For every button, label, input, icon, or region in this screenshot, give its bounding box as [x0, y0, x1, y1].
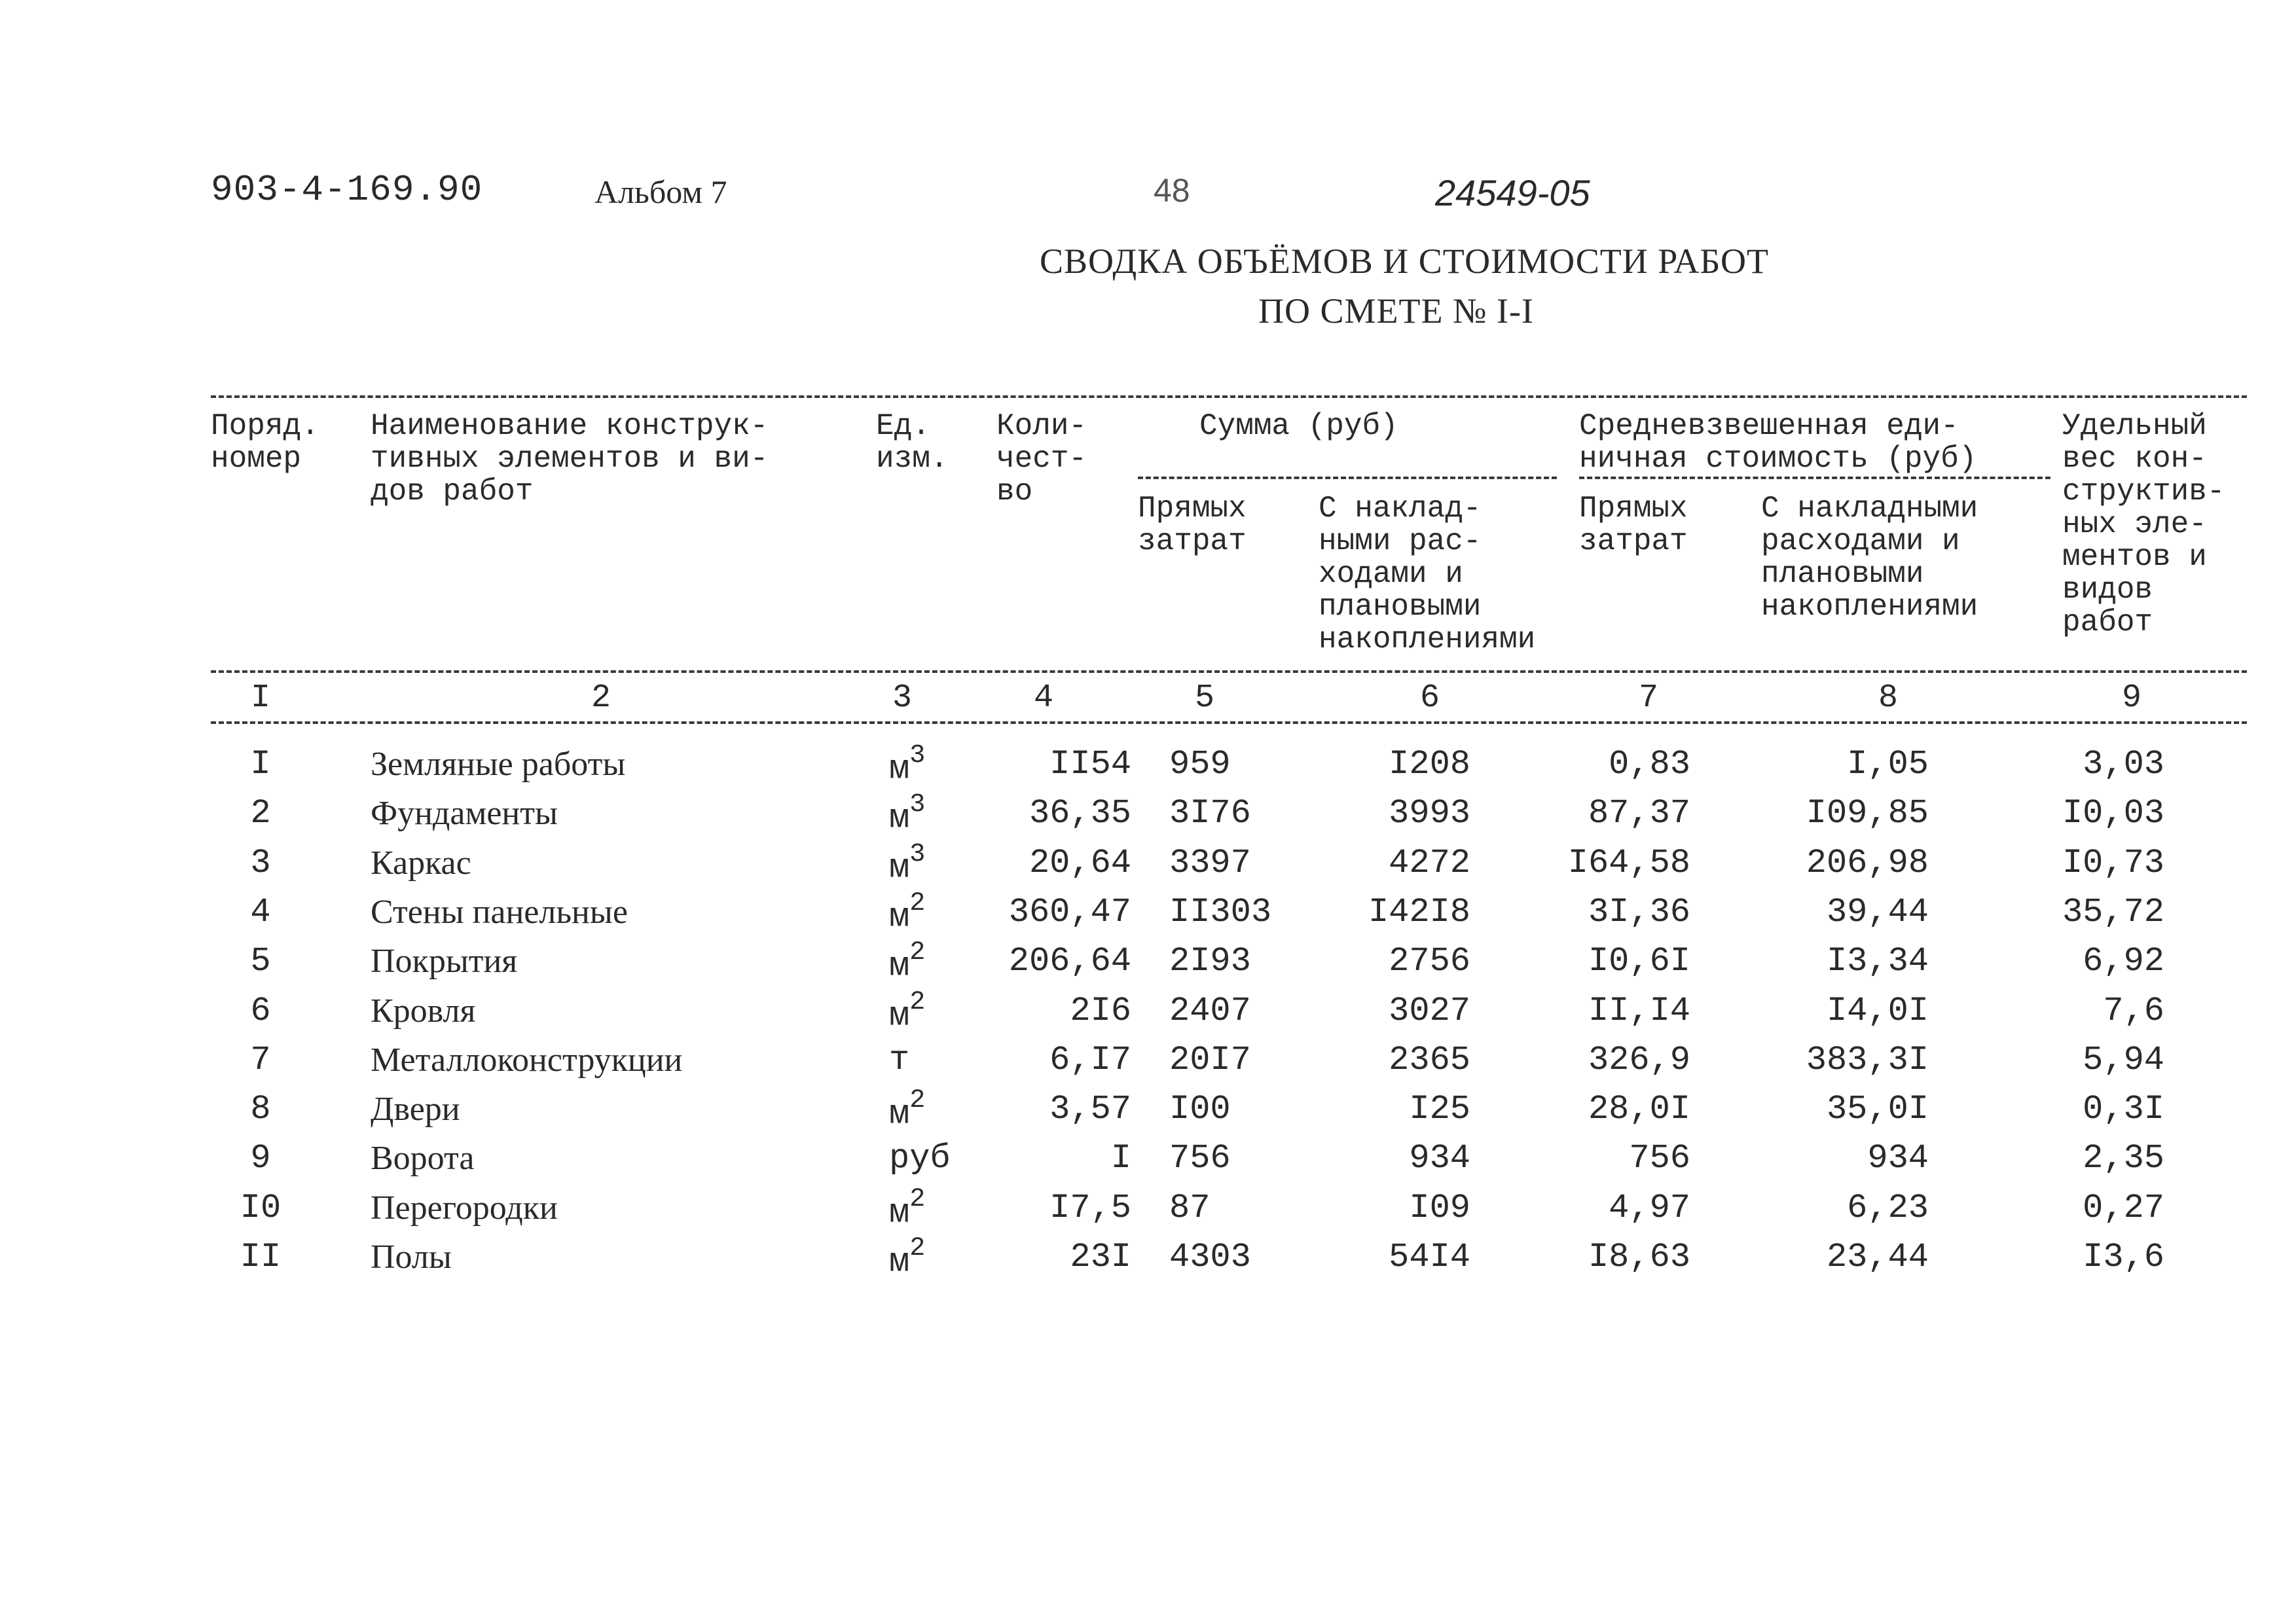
- row-sum-direct: II303: [1169, 892, 1272, 931]
- row-unit: [889, 741, 926, 789]
- unit-base: м: [889, 1094, 910, 1134]
- row-sum-direct: 87: [1169, 1188, 1211, 1227]
- unit-base: м: [889, 947, 910, 986]
- row-name: Покрытия: [371, 943, 518, 981]
- row-name: Стены панельные: [371, 893, 628, 931]
- row-unit: [889, 790, 926, 838]
- row-avg-direct: 756: [1629, 1139, 1690, 1178]
- row-avg-overhead: 23,44: [1826, 1238, 1929, 1276]
- row-sum-overhead: 54I4: [1389, 1238, 1470, 1276]
- project-code: 903-4-169.90: [211, 169, 483, 211]
- row-avg-direct: I8,63: [1588, 1238, 1690, 1276]
- header-share: Удельный вес кон- структив- ных эле- ментов и видов работ: [2062, 409, 2225, 640]
- unit-exponent: 3: [909, 790, 926, 820]
- document-number: 24549-05: [1435, 172, 1590, 213]
- row-name: Фундаменты: [371, 795, 558, 833]
- row-avg-direct: 87,37: [1588, 794, 1690, 833]
- row-name: Ворота: [371, 1140, 475, 1178]
- row-avg-overhead: 35,0I: [1826, 1090, 1929, 1129]
- row-number: 8: [250, 1090, 271, 1129]
- row-avg-overhead: I3,34: [1826, 942, 1929, 981]
- unit-base: м: [889, 749, 910, 789]
- unit-exponent: 2: [909, 1184, 926, 1214]
- row-quantity: 20,64: [1029, 843, 1131, 882]
- row-sum-direct: 20I7: [1169, 1040, 1251, 1079]
- row-sum-direct: 3I76: [1169, 794, 1251, 833]
- unit-base: м: [889, 1193, 910, 1233]
- row-name: Металлоконструкции: [371, 1041, 683, 1079]
- unit-exponent: 2: [909, 938, 926, 968]
- row-number: 4: [250, 892, 271, 931]
- row-number: II: [240, 1238, 282, 1276]
- row-sum-overhead: I09: [1409, 1188, 1470, 1227]
- column-numbers-rule: [211, 721, 2247, 724]
- row-share: I0,03: [2062, 794, 2164, 833]
- row-quantity: 2I6: [1070, 991, 1131, 1030]
- row-sum-overhead: I42I8: [1368, 892, 1470, 931]
- column-number-4: 4: [1033, 679, 1054, 717]
- unit-base: м: [889, 799, 910, 838]
- table-top-rule: [211, 395, 2247, 398]
- row-quantity: 3,57: [1049, 1090, 1131, 1129]
- row-share: 0,3I: [2083, 1090, 2164, 1129]
- row-sum-direct: 4303: [1169, 1238, 1251, 1276]
- row-avg-overhead: 6,23: [1847, 1188, 1929, 1227]
- page-title: СВОДКА ОБЪЁМОВ И СТОИМОСТИ РАБОТ: [1040, 242, 1769, 281]
- row-avg-direct: II,I4: [1588, 991, 1690, 1030]
- row-number: 5: [250, 942, 271, 981]
- row-share: I3,6: [2083, 1238, 2164, 1276]
- row-share: 3,03: [2083, 745, 2164, 784]
- header-order: Поряд. номер: [211, 409, 319, 476]
- row-unit: [889, 1184, 926, 1233]
- column-number-1: I: [250, 679, 271, 717]
- row-avg-direct: 3I,36: [1588, 892, 1690, 931]
- row-avg-overhead: I,05: [1847, 745, 1929, 784]
- row-number: I0: [240, 1188, 282, 1227]
- row-avg-direct: I64,58: [1567, 843, 1690, 882]
- row-unit: [889, 1139, 951, 1178]
- row-name: Двери: [371, 1091, 460, 1128]
- row-avg-overhead: 383,3I: [1806, 1040, 1929, 1079]
- row-sum-overhead: 2756: [1389, 942, 1470, 981]
- row-sum-direct: 2407: [1169, 991, 1251, 1030]
- row-share: 7,6: [2103, 991, 2164, 1030]
- header-avg-direct: Прямых затрат: [1579, 492, 1688, 558]
- row-name: Каркас: [371, 844, 471, 882]
- row-quantity: 6,I7: [1049, 1040, 1131, 1079]
- row-unit: [889, 888, 926, 937]
- row-sum-direct: 3397: [1169, 843, 1251, 882]
- row-quantity: I: [1110, 1139, 1131, 1178]
- column-number-9: 9: [2121, 679, 2142, 717]
- column-number-6: 6: [1419, 679, 1440, 717]
- unit-base: м: [889, 897, 910, 937]
- row-sum-direct: 2I93: [1169, 942, 1251, 981]
- row-sum-overhead: 3993: [1389, 794, 1470, 833]
- row-unit: [889, 1086, 926, 1134]
- row-number: I: [250, 745, 271, 784]
- header-avg-group: Средневзвешенная еди- ничная стоимость (руб): [1579, 409, 1977, 476]
- row-unit: [889, 1234, 926, 1282]
- row-sum-direct: 756: [1169, 1139, 1231, 1178]
- row-avg-direct: I0,6I: [1588, 942, 1690, 981]
- album-label: Альбом 7: [594, 173, 727, 210]
- unit-exponent: 2: [909, 987, 926, 1017]
- row-quantity: II54: [1049, 745, 1131, 784]
- row-sum-direct: I00: [1169, 1090, 1231, 1129]
- header-sum-direct: Прямых затрат: [1138, 492, 1247, 558]
- row-avg-direct: 326,9: [1588, 1040, 1690, 1079]
- row-quantity: I7,5: [1049, 1188, 1131, 1227]
- row-avg-overhead: 934: [1867, 1139, 1929, 1178]
- row-sum-overhead: 934: [1409, 1139, 1470, 1178]
- row-quantity: 36,35: [1029, 794, 1131, 833]
- page-subtitle: ПО СМЕТЕ № I-I: [1258, 291, 1534, 331]
- unit-base: м: [889, 996, 910, 1035]
- unit-exponent: 2: [909, 1234, 926, 1263]
- row-avg-direct: 28,0I: [1588, 1090, 1690, 1129]
- row-share: I0,73: [2062, 843, 2164, 882]
- row-avg-direct: 0,83: [1609, 745, 1690, 784]
- column-number-3: 3: [892, 679, 913, 717]
- column-number-8: 8: [1878, 679, 1899, 717]
- row-avg-overhead: I4,0I: [1826, 991, 1929, 1030]
- row-share: 6,92: [2083, 942, 2164, 981]
- header-unit: Ед. изм.: [876, 409, 949, 476]
- row-sum-overhead: 4272: [1389, 843, 1470, 882]
- row-number: 2: [250, 794, 271, 833]
- row-avg-overhead: 206,98: [1806, 843, 1929, 882]
- unit-base: руб: [889, 1139, 951, 1178]
- unit-base: т: [889, 1040, 910, 1079]
- unit-exponent: 2: [909, 1086, 926, 1116]
- header-sum-overhead: С наклад- ными рас- ходами и плановыми накоплениями: [1319, 492, 1536, 657]
- row-sum-direct: 959: [1169, 745, 1231, 784]
- row-name: Земляные работы: [371, 746, 626, 783]
- unit-base: м: [889, 848, 910, 887]
- header-quantity: Коли- чест- во: [996, 409, 1087, 509]
- row-share: 35,72: [2062, 892, 2164, 931]
- row-unit: [889, 839, 926, 887]
- avg-group-rule: [1579, 477, 2050, 479]
- row-quantity: 206,64: [1008, 942, 1131, 981]
- row-unit: [889, 1041, 909, 1079]
- row-avg-overhead: I09,85: [1806, 794, 1929, 833]
- row-sum-overhead: 2365: [1389, 1040, 1470, 1079]
- unit-exponent: 3: [909, 741, 926, 770]
- row-number: 3: [250, 843, 271, 882]
- row-avg-overhead: 39,44: [1826, 892, 1929, 931]
- column-number-2: 2: [591, 679, 611, 717]
- row-sum-overhead: I208: [1389, 745, 1470, 784]
- header-sum-group: Сумма (руб): [1199, 409, 1398, 443]
- column-number-7: 7: [1638, 679, 1659, 717]
- header-bottom-rule: [211, 670, 2247, 673]
- row-quantity: 360,47: [1008, 892, 1131, 931]
- unit-exponent: 2: [909, 888, 926, 918]
- row-sum-overhead: I25: [1409, 1090, 1470, 1129]
- sum-group-rule: [1138, 477, 1557, 479]
- column-number-5: 5: [1194, 679, 1215, 717]
- row-sum-overhead: 3027: [1389, 991, 1470, 1030]
- row-number: 7: [250, 1040, 271, 1079]
- row-name: Перегородки: [371, 1189, 558, 1227]
- row-name: Кровля: [371, 992, 476, 1030]
- header-avg-overhead: С накладными расходами и плановыми накоплениями: [1761, 492, 1978, 624]
- row-share: 0,27: [2083, 1188, 2164, 1227]
- row-number: 9: [250, 1139, 271, 1178]
- row-share: 2,35: [2083, 1139, 2164, 1178]
- row-unit: [889, 938, 926, 986]
- page-number: 48: [1154, 172, 1190, 209]
- row-name: Полы: [371, 1238, 452, 1276]
- row-avg-direct: 4,97: [1609, 1188, 1690, 1227]
- row-share: 5,94: [2083, 1040, 2164, 1079]
- unit-exponent: 3: [909, 839, 926, 869]
- row-quantity: 23I: [1070, 1238, 1131, 1276]
- row-number: 6: [250, 991, 271, 1030]
- row-unit: [889, 987, 926, 1035]
- unit-base: м: [889, 1242, 910, 1282]
- header-name: Наименование конструк- тивных элементов и ви- дов работ: [371, 409, 769, 509]
